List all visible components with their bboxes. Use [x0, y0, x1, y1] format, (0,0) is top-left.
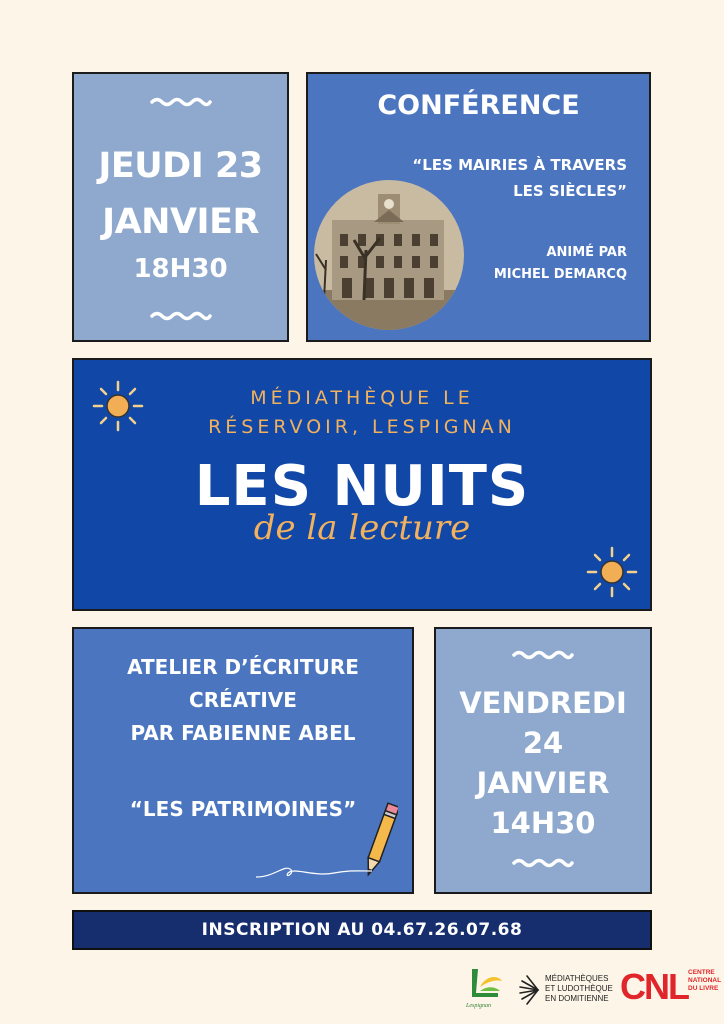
workshop-title: ATELIER D’ÉCRITURE CRÉATIVE PAR FABIENNE ABEL — [127, 655, 359, 745]
scribble-decoration-icon — [254, 855, 374, 885]
event-thursday-time: 18H30 — [133, 254, 228, 284]
wave-decoration-icon — [150, 96, 212, 108]
conference-subtitle: “LES MAIRIES À TRAVERS LES SIÈCLES” — [412, 156, 627, 200]
event-thursday-date: JEUDI 23 JANVIER — [98, 146, 263, 242]
venue-name: MÉDIATHÈQUE LE RÉSERVOIR, LESPIGNAN — [208, 387, 516, 438]
inscription-text: INSCRIPTION AU 04.67.26.07.68 — [201, 920, 523, 940]
cnl-logo: CNL CENTRE NATIONAL DU LIVRE — [620, 966, 722, 1007]
wave-decoration-icon — [512, 857, 574, 869]
inscription-bar — [72, 910, 652, 950]
conference-title: CONFÉRENCE — [377, 90, 580, 121]
workshop-theme: “LES PATRIMOINES” — [129, 797, 357, 821]
wave-decoration-icon — [512, 649, 574, 661]
conference-host: ANIMÉ PAR MICHEL DEMARCQ — [493, 245, 627, 282]
sun-icon — [586, 546, 638, 598]
wave-decoration-icon — [150, 310, 212, 322]
conference-box — [306, 72, 651, 342]
event-subtitle-script: de la lecture — [253, 508, 471, 548]
event-friday-date: VENDREDI 24 JANVIER 14H30 — [459, 686, 627, 840]
lespignan-logo: Lespignan — [464, 967, 504, 1013]
event-banner — [72, 358, 652, 611]
workshop-box — [72, 627, 414, 894]
event-title: LES NUITS — [194, 454, 530, 519]
town-hall-photo — [314, 180, 464, 330]
event-thursday-box — [72, 72, 289, 342]
mediatheques-domitienne-logo: MÉDIATHÈQUES ET LUDOTHÈQUE EN DOMITIENNE — [518, 971, 628, 1011]
event-friday-box — [434, 627, 652, 894]
